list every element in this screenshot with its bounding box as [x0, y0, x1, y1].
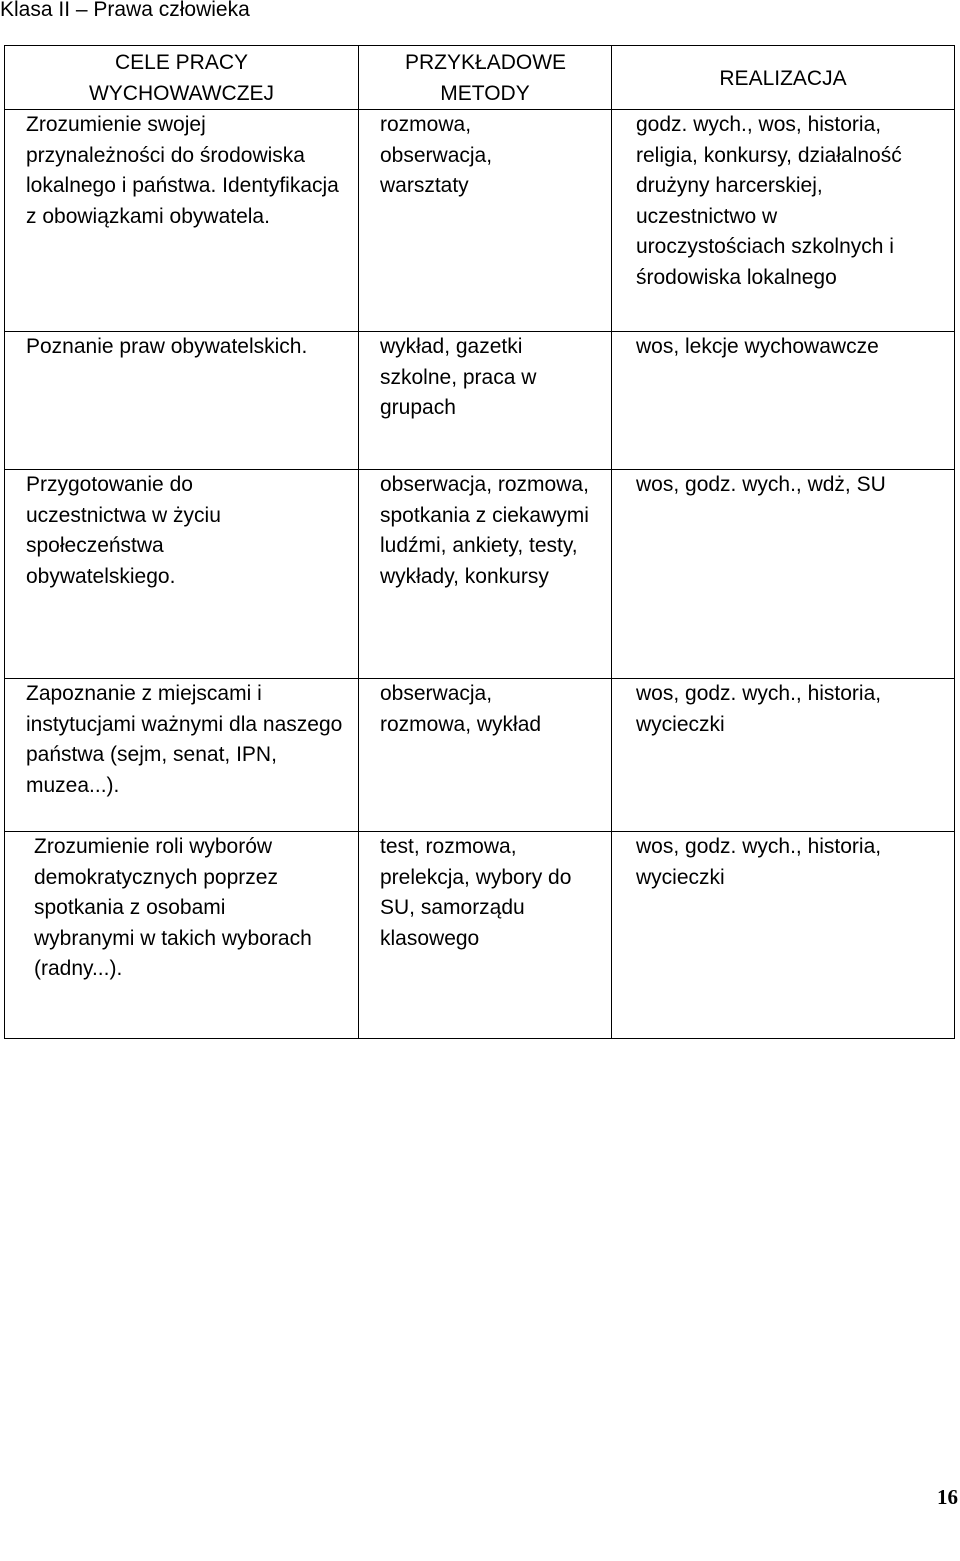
page-number: 16: [937, 1485, 958, 1509]
table-row: [5, 832, 955, 1039]
header-methods: [359, 46, 612, 110]
goal-text: Przygotowanie do uczestnictwa w życiu społeczeństwa obywatelskiego.: [26, 473, 221, 588]
goal-text: Zapoznanie z miejscami i instytucjami ważnymi dla naszego państwa (sejm, senat, IPN, muzea...).: [26, 682, 343, 797]
realization-cell: [612, 679, 955, 832]
header-goals-text: CELE PRACY WYCHOWAWCZEJ: [88, 51, 275, 105]
header-realization-text: REALIZACJA: [719, 67, 847, 91]
methods-text: rozmowa, obserwacja, warsztaty: [380, 113, 493, 197]
realization-cell: [612, 332, 955, 470]
realization-text: wos, godz. wych., wdż, SU: [636, 473, 886, 496]
realization-text: wos, lekcje wychowawcze: [636, 335, 879, 358]
realization-text: wos, godz. wych., historia, wycieczki: [636, 835, 882, 889]
methods-cell: [359, 332, 612, 470]
table-row: [5, 110, 955, 332]
methods-text: wykład, gazetki szkolne, praca w grupach: [380, 335, 537, 419]
realization-cell: [612, 470, 955, 679]
goal-cell: [5, 679, 359, 832]
header-goals: [5, 46, 359, 110]
realization-text: wos, godz. wych., historia, wycieczki: [636, 682, 882, 736]
document-title: Klasa II – Prawa człowieka: [0, 0, 250, 21]
methods-text: test, rozmowa, prelekcja, wybory do SU, samorządu klasowego: [380, 835, 572, 950]
realization-text: godz. wych., wos, historia, religia, konkursy, działalność drużyny harcerskiej, uczestnictwo w uroczystościach szkolnych i środowiska lokalnego: [636, 113, 902, 289]
methods-cell: [359, 832, 612, 1039]
goal-text: Zrozumienie roli wyborów demokratycznych poprzez spotkania z osobami wybranymi w takich wyborach (radny...).: [34, 835, 312, 980]
methods-cell: [359, 470, 612, 679]
education-plan-table: [4, 45, 955, 1039]
header-realization: [612, 46, 955, 110]
methods-cell: [359, 110, 612, 332]
table-header-row: [5, 46, 955, 110]
table-row: [5, 679, 955, 832]
table-row: [5, 470, 955, 679]
goal-text: Zrozumienie swojej przynależności do środowiska lokalnego i państwa. Identyfikacja z obowiązkami obywatela.: [26, 113, 339, 228]
realization-cell: [612, 832, 955, 1039]
goal-cell: [5, 110, 359, 332]
methods-text: obserwacja, rozmowa, wykład: [380, 682, 542, 736]
header-methods-text: PRZYKŁADOWE METODY: [405, 51, 567, 105]
goal-cell: [5, 470, 359, 679]
goal-cell: [5, 832, 359, 1039]
table-row: [5, 332, 955, 470]
methods-cell: [359, 679, 612, 832]
realization-cell: [612, 110, 955, 332]
goal-text: Poznanie praw obywatelskich.: [26, 335, 308, 358]
goal-cell: [5, 332, 359, 470]
methods-text: obserwacja, rozmowa, spotkania z ciekawymi ludźmi, ankiety, testy, wykłady, konkursy: [380, 473, 589, 588]
